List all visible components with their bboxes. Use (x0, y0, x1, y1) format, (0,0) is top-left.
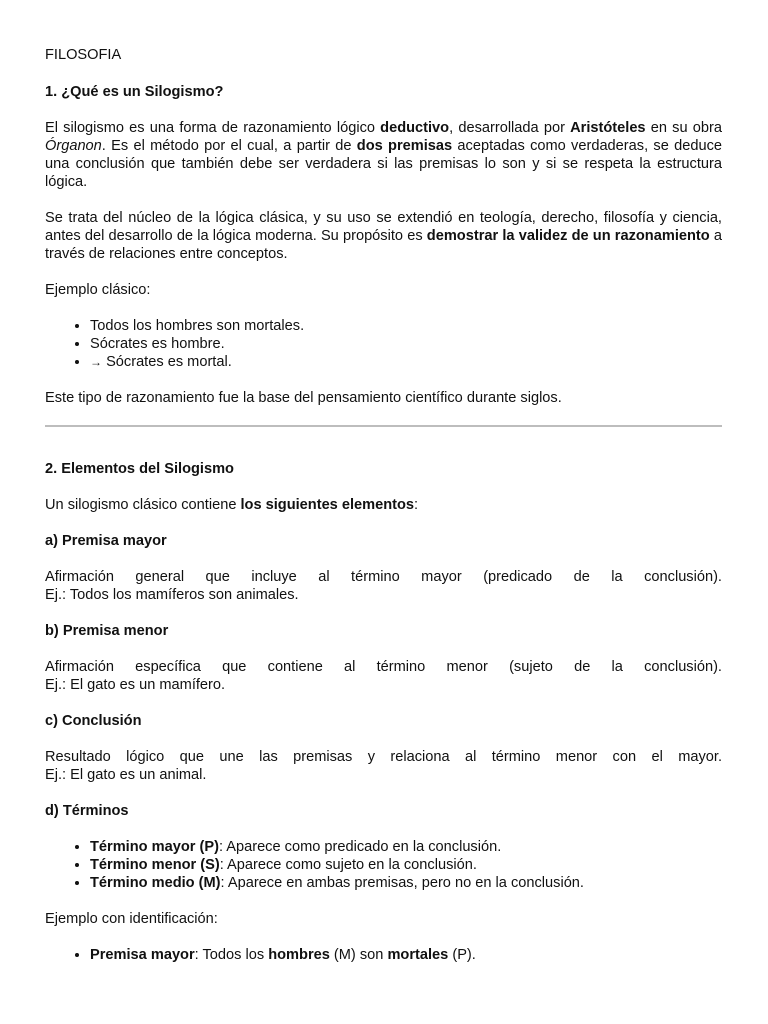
premisa-mayor-title: a) Premisa mayor (45, 533, 167, 549)
premisa-mayor-example: Ej.: Todos los mamíferos son animales. (45, 587, 299, 603)
premisa-menor-example: Ej.: El gato es un mamífero. (45, 677, 226, 693)
list-item: • Término mayor (P): Aparece como predicado en la conclusión. (90, 838, 722, 856)
conclusion-example: Ej.: El gato es un animal. (45, 767, 207, 783)
horizontal-divider (45, 425, 722, 427)
list-item: • Término medio (M): Aparece en ambas premisas, pero no en la conclusión. (90, 874, 722, 892)
section-1-title: 1. ¿Qué es un Silogismo? (45, 84, 224, 100)
list-item: • → Sócrates es mortal. (90, 353, 722, 371)
example-list (45, 317, 722, 371)
conclusion-title: c) Conclusión (45, 713, 142, 729)
list-item: • Sócrates es hombre. (90, 335, 722, 353)
list-item: • Premisa mayor: Todos los hombres (M) son mortales (P). (90, 946, 722, 964)
section-2-title: 2. Elementos del Silogismo (45, 461, 234, 477)
premisa-menor-text: Afirmación específica que contiene al término menor (sujeto de la conclusión). (45, 659, 722, 675)
identification-label: Ejemplo con identificación: (45, 911, 218, 927)
conclusion-text: Resultado lógico que une las premisas y relaciona al término menor con el mayor. (45, 749, 722, 765)
section-1-paragraph-2: Se trata del núcleo de la lógica clásica, y su uso se extendió en teología, derecho, filosofía y ciencia, antes del desarrollo de la lógica moderna. Su propósito es demostrar la validez de un razonamiento a través de relaciones entre conceptos. (45, 210, 722, 262)
terms-list (45, 838, 722, 892)
section-1-paragraph-1: El silogismo es una forma de razonamiento lógico deductivo, desarrollada por Aristóteles en su obra Órganon. Es el método por el cual, a partir de dos premisas aceptadas como verdaderas, se deduce una conclusión que también debe ser verdadera si las premisas lo son y si se respeta la estructura lógica. (45, 120, 723, 190)
premisa-mayor-text: Afirmación general que incluye al término mayor (predicado de la conclusión). (45, 569, 722, 585)
section-1-closing: Este tipo de razonamiento fue la base del pensamiento científico durante siglos. (45, 390, 562, 406)
arrow-icon: → (90, 355, 102, 369)
document-page (45, 46, 722, 982)
terminos-title: d) Términos (45, 803, 129, 819)
list-item: • Término menor (S): Aparece como sujeto en la conclusión. (90, 856, 722, 874)
document-heading: FILOSOFIA (45, 47, 122, 63)
premisa-menor-title: b) Premisa menor (45, 623, 169, 639)
example-label: Ejemplo clásico: (45, 282, 151, 298)
list-item: • Todos los hombres son mortales. (90, 317, 722, 335)
section-2-intro: Un silogismo clásico contiene los siguientes elementos: (45, 497, 419, 513)
identification-list (45, 946, 722, 964)
